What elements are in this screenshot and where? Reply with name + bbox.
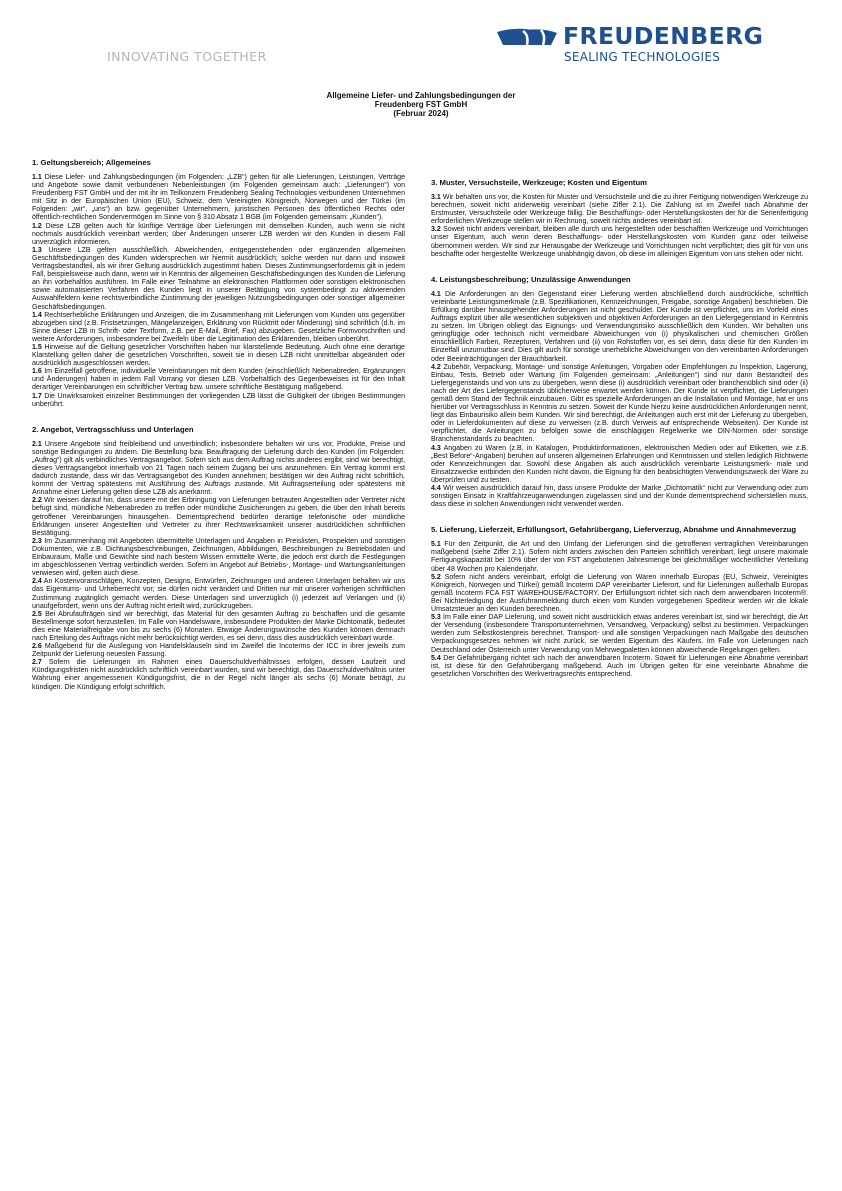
paragraph — [32, 223, 405, 247]
logo-sub: SEALING TECHNOLOGIES — [564, 50, 721, 64]
section-4-heading: 4. Leistungsbeschreibung; Unzulässige Anwendungen — [431, 274, 631, 284]
paragraph-text: Im Einzelfall getroffene, individuelle Vereinbarungen mit dem Kunden (einschließlich Nebenabreden, Ergänzungen und Änderungen) haben in jedem Fall Vorrang vor diesen LZB. Vorbehaltlich des Gegenbeweises ist für den Inhalt derartiger Vereinbarungen ein schriftlicher Vertrag bzw. unsere schriftliche Bestätigung maßgebend. — [32, 368, 405, 392]
paragraph-text: Unsere LZB gelten ausschließlich. Abweichenden, entgegenstehenden oder ergänzenden allgemeinen Geschäftsbedingungen des Kunden widersprechen wir hiermit ausdrücklich; solche werden nur dann und insoweit Vertragsbestandteil, als wir ihrer Geltung ausdrücklich zugestimmt haben. Dieses Zustimmungserfordernis gilt in jedem Fall, beispielsweise auch dann, wenn wir in Kenntnis der allgemeinen Geschäftsbedingungen des Kunden die Lieferung an ihn vorbehaltlos ausführen. Im Falle einer Teilnahme an elektronischen Plattformen oder sonstigen elektronischen sowie automatisierten Verfahren des Kunden liegt in unserer Betätigung von systembedingt zu aktivierenden Auswahlfeldern keine rechtsverbindliche Zustimmung der jeweiligen Nutzungsbedingungen oder sonstiger allgemeiner Geschäftsbedingungen. — [32, 246, 405, 311]
paragraph-number: 2.3 — [32, 537, 42, 545]
paragraph-text: Der Gefahrübergang richtet sich nach der anwendbaren Incoterm. Soweit für Lieferungen eine Abnahme vereinbart ist, ist diese für den Gefahrübergang maßgebend. Auch im Übrigen gelten für eine vereinbarte Abnahme die gesetzlichen Vorschriften des Werkvertragsrechts entsprechend. — [431, 654, 808, 678]
left-column — [32, 158, 405, 708]
paragraph-text: Hinweise auf die Geltung gesetzlicher Vorschriften haben nur klarstellende Bedeutung. Auch ohne eine derartige Klarstellung gelten daher die gesetzlichen Vorschriften, soweit sie in diesen LZB nicht unmittelbar abgeändert oder ausdrücklich ausgeschlossen werden. — [32, 343, 405, 368]
paragraph-text: Im Zusammenhang mit Angeboten übermittelte Unterlagen und Angaben in Preislisten, Prospekten und sonstigen Dokumenten, wie z.B. Dichtungsbeschreibungen, Zeichnungen, Abbildungen, Beschreibungen zu Betriebsdaten und Einbauraum, Maße und Gewichte sind nach bestem Wissen ermittelte Werte, die jedoch erst durch die Festlegungen im abgeschlossenen Vertrag verbindlich werden. Sofern im Angebot auf Betriebs-, Montage- und Wartungsanleitungen verwiesen wird, gelten auch diese. — [32, 537, 406, 578]
section-1-heading: 1. Geltungsbereich; Allgemeines — [32, 158, 151, 167]
paragraph — [431, 194, 808, 226]
paragraph-text: Die Anforderungen an den Gegenstand einer Lieferung werden abschließend durch ausdrückliche, schriftlich vereinbarte Leistungsmerkmale (z.B. Spezifikationen, Kennzeichnungen, Freigabe, sonstige Angaben) beschrieben. Die Erfüllung darüber hinausgehender Anforderungen ist nicht geschuldet. Der Kunde ist verpflichtet, uns im Vorfeld eines Auftrags explizit über alle wesentlichen subjektiven und objektiven Anforderungen an den Liefergegenstand in Kenntnis zu setzen. Im Übrigen obliegt das Eignungs- und Verwendungsrisiko ausschließlich dem Kunden. Wir behalten uns geringfügige oder technisch nicht vermeidbare Abweichungen von (i) physikalischen und chemischen Größen einschließlich Farben, Rezepturen, Verfahren und (ii) von Rohstoffen vor, es sei denn, dass diese für den Kunden im Einzelfall unzumutbar sind. Dies gilt auch für sonstige unerhebliche Abweichungen von den vereinbarten Anforderungen oder Beeinträchtigungen der Brauchbarkeit. — [431, 290, 808, 363]
paragraph-number: 4.2 — [431, 363, 441, 371]
right-column — [431, 178, 808, 695]
paragraph-text: Wir weisen ausdrücklich darauf hin, dass unsere Produkte der Marke „Dichtomatik“ nicht zur Verwendung oder zum sonstigen Einsatz in Kraftfahrzeuganwendungen zugelassen sind und der Kunde dementsprechend sicherstellen muss, dass diese in solchen Anwendungen nicht verwendet werden. — [431, 485, 808, 509]
paragraph-text: Rechtserhebliche Erklärungen und Anzeigen, die im Zusammenhang mit Lieferungen vom Kunden uns gegenüber abzugeben sind (z.B. Fristsetzungen, Mängelanzeigen, Erklärung von Rücktritt oder Minderung) sind schriftlich (d.h. im Sinne dieser LZB in Schrift- oder Textform, z.B. per E-Mail, Brief, Fax) abzugeben. Gesetzliche Formvorschriften und weitere Anforderungen, insbesondere bei Zweifeln über die Legitimation des Erklärenden, bleiben unberührt. — [32, 311, 405, 343]
paragraph — [32, 643, 405, 659]
paragraph-number: 2.7 — [32, 659, 42, 667]
paragraph — [32, 174, 405, 223]
paragraph — [32, 441, 405, 498]
paragraph-text: Diese Liefer- und Zahlungsbedingungen (im Folgenden: „LZB“) gelten für alle Lieferungen, Leistungen, Verträge und Angebote sowie damit verbundenen Nebenleistungen (im Folgenden gemeinsam auch: „Lieferungen“) von Freudenberg FST GmbH und der mit ihr im Teilkonzern Freudenberg Sealing Technologies verbundenen Unternehmen mit Sitz in der Europäischen Union (EU), Schweiz, dem Vereinigten Königreich, Norwegen und der Türkei (im Folgenden: „wir“, „uns“) an bzw. gegenüber Unternehmern, juristischen Personen des öffentlichen Rechts oder öffentlich-rechtlichen Sondervermögen im Sinne von § 310 Absatz 1 BGB (im Folgenden gemeinsam: „Kunden“). — [32, 174, 405, 222]
section-5-heading: 5. Lieferung, Lieferzeit, Erfüllungsort, Gefahrübergang, Lieferverzug, Abnahme und Annahmeverzug — [431, 525, 797, 535]
paragraph-text: Soweit nicht anders vereinbart, bleiben alle durch uns hergestellten oder beschafften Werkzeuge und Vorrichtungen unser Eigentum, auch wenn deren Beschaffungs- oder Herstellungskosten vom Kunden ganz oder teilweise übernommen werden. Wir sind zur Herausgabe der Werkzeuge und Vorrichtungen nicht verpflichtet; dies gilt für von uns beschaffte oder hergestellte Werkzeuge unabhängig davon, ob diese im alleinigen Eigentum von uns stehen oder nicht. — [431, 226, 808, 258]
section-3-heading: 3. Muster, Versuchsteile, Werkzeuge; Kosten und Eigentum — [431, 178, 648, 187]
logo-brand: FREUDENBERG — [563, 22, 764, 50]
paragraph — [431, 541, 808, 573]
paragraph-number: 4.1 — [431, 290, 441, 298]
paragraph-text: Im Falle einer DAP Lieferung, und soweit nicht ausdrücklich etwas anderes vereinbart ist, sind wir berechtigt, die Art der Versendung (insbesondere Transportunternehmen, Versandweg, Verpackung) selbst zu bestimmen. Verpackungen werden zum Selbstkostenpreis berechnet. Transport- und alle sonstigen Verpackungen nach Maßgabe des deutschen Verpackungsgesetzes nehmen wir nicht zurück, sie werden Eigentum des Käufers. Im Falle von Lieferungen nach Deutschland oder Österreich unter Verwendung von Mehrwegpaletten können abweichende Regelungen gelten. — [431, 614, 808, 654]
paragraph-text: An Kostenvoranschlägen, Konzepten, Designs, Entwürfen, Zeichnungen und anderen Unterlagen behalten wir uns das Eigentums- und Urheberrecht vor; sie dürfen nicht verändert und Dritten nur mit unserer vorherigen schriftlichen Zustimmung zugänglich gemacht werden. Diese Unterlagen sind unverzüglich (i) jederzeit auf Verlangen und (ii) unaufgefordert, wenn uns der Auftrag nicht erteilt wird, zurückzugeben. — [32, 578, 405, 610]
section-1 — [32, 158, 405, 409]
section-5 — [431, 525, 808, 679]
paragraph-number: 2.4 — [32, 578, 42, 586]
paragraph — [431, 655, 808, 679]
paragraph — [431, 364, 808, 445]
title-line-1: Allgemeine Liefer- und Zahlungsbedingungen der — [326, 91, 516, 100]
paragraph-number: 1.3 — [32, 246, 42, 254]
paragraph-number: 3.1 — [431, 194, 441, 201]
paragraph — [32, 497, 405, 537]
paragraph — [32, 344, 405, 368]
paragraph — [32, 368, 405, 392]
paragraph-number: 2.1 — [32, 440, 42, 448]
paragraph-number: 5.3 — [431, 614, 441, 622]
paragraph-text: Diese LZB gelten auch für künftige Verträge über Lieferungen mit demselben Kunden, auch wenn sie nicht nochmals ausdrücklich vereinbart werden; über Änderungen unserer LZB werden wir den Kunden in diesem Fall unverzüglich informieren. — [32, 222, 405, 246]
paragraph — [32, 659, 405, 691]
paragraph — [431, 574, 808, 614]
section-2-heading: 2. Angebot, Vertragsschluss und Unterlagen — [32, 424, 194, 434]
paragraph — [32, 611, 405, 643]
paragraph-text: Sofern die Lieferungen im Rahmen eines Dauerschuldverhältnisses erfolgen, dessen Laufzeit und Kündigungsfristen nicht ausdrücklich schriftlich vereinbart wurden, sind wir berechtigt, das Dauerschuldverhältnis unter Wahrung einer angemessenen Kündigungsfrist, die in der Regel nicht länger als sechs (6) Monate beträgt, zu kündigen. Die Kündigung erfolgt schriftlich. — [32, 659, 405, 691]
paragraph-number: 1.6 — [32, 368, 42, 376]
paragraph-number: 1.7 — [32, 392, 42, 400]
paragraph-number: 1.4 — [32, 311, 42, 319]
paragraph — [32, 578, 405, 610]
paragraph-number: 2.6 — [32, 643, 42, 651]
paragraph-number: 4.3 — [431, 444, 441, 452]
paragraph-number: 5.2 — [431, 573, 441, 581]
paragraph — [32, 538, 405, 578]
section-3 — [431, 178, 808, 259]
paragraph-text: Bei Abrufaufträgen sind wir berechtigt, das Material für den gesamten Auftrag zu beschaffen und die gesamte Bestellmenge sofort herzustellen. Im Falle von Handelsware, insbesondere Produkten der Marke Dichtomatik, bedeutet dies eine Materialfreigabe von bis zu sechs (6) Monaten. Etwaige Änderungswünsche des Kunden können demnach nach Erteilung des Auftrags nicht mehr berücksichtigt werden, es sei denn, dass dies ausdrücklich vereinbart wurde. — [32, 610, 405, 642]
freudenberg-logo[interactable] — [497, 22, 764, 67]
paragraph-number: 4.4 — [431, 485, 441, 492]
document-title — [0, 91, 842, 119]
title-line-3: (Februar 2024) — [393, 109, 449, 119]
paragraph-text: Zubehör, Verpackung, Montage- und sonstige Anleitungen, Vorgaben oder Empfehlungen zu Inspektion, Lagerung, Einbau, Tests, Betrieb oder Wartung (im Folgenden gemeinsam: „Anleitungen“) sind nur dann Bestandteil des Liefergegenstands und von uns zu übergeben, wenn diese (i) ausdrücklich vereinbart oder branchenüblich sind oder (ii) nach der Art des Liefergegenstands üblicherweise erwartet werden können. Der Kunde ist verpflichtet, die Lieferungen gemäß dem Stand der Technik einzubauen. Gibt es spezielle Anforderungen an die Installation und Montage, hat er uns hierüber vor Vertragsschluss in Kenntnis zu setzen. Soweit der Kunde hierzu keine ausdrücklichen Anforderungen nennt, liegt das Einbaurisiko allein beim Kunden. Wir sind berechtigt, die Anleitungen auch erst mit der Lieferung zu übergeben, oder in Lieferdokumenten auf diese zu verweisen (z.B. durch Verweis auf entsprechende Webseiten). Der Kunde ist verpflichtet, die Anleitungen zu befolgen sowie die einschlägigen Regelwerke wie DIN-Normen oder sonstige Branchenstandards zu beachten. — [431, 363, 808, 444]
title-line-2: Freudenberg FST GmbH — [374, 100, 468, 110]
paragraph-text: Angaben zu Waren (z.B. in Katalogen, Produktinformationen, elektronischen Medien oder auf Etiketten, wie z.B. „Best Before“-Angaben) beruhen auf unseren allgemeinen Erfahrungen und Kenntnissen und stellen lediglich Richtwerte oder Kennzeichnungen dar. Sowohl diese Angaben als auch ausdrücklich vereinbarte Leistungsmerk- male und Einsatzzwecke entbinden den Kunden nicht davon, die Eignung für den beabsichtigten Verwendungszweck der Ware zu überprüfen und zu testen. — [431, 444, 808, 484]
paragraph-number: 1.5 — [32, 343, 42, 351]
paragraph-text: Für den Zeitpunkt, die Art und den Umfang der Lieferungen sind die getroffenen vertraglichen Vereinbarungen maßgebend (siehe Ziffer 2.1). Sofern nicht anders zwischen den Parteien schriftlich vereinbart, liegt unsere maximale Fertigungskapazität bei 10% über der von FST angebotenen Jahresmenge bei gleichmäßiger wöchentlicher Verteilung über 48 Wochen pro Kalenderjahr. — [431, 541, 808, 573]
wave-logo-icon — [497, 27, 557, 45]
paragraph — [32, 247, 405, 312]
paragraph-number: 1.1 — [32, 174, 42, 181]
paragraph-text: Wir weisen darauf hin, dass unsere mit der Erbringung von Lieferungen betrauten Angestellten oder Vertreter nicht befugt sind, mündliche Nebenabreden zu treffen oder mündliche Zusicherungen zu geben, die über den Inhalt bereits getroffener Vereinbarungen hinausgehen. Dementsprechend bedürfen derartige telefonische oder mündliche Erklärungen unserer Angestellten und Vertreter zu ihrer Rechtswirksamkeit unserer ausdrücklichen schriftlichen Bestätigung. — [32, 497, 405, 537]
section-2 — [32, 425, 405, 692]
section-4 — [431, 275, 808, 510]
paragraph-text: Wir behalten uns vor, die Kosten für Muster und Versuchsteile und die zu ihrer Fertigung notwendigen Werkzeuge zu berechnen, soweit nicht anderweitig vereinbart (siehe Ziffer 2.1). Die Zahlung ist im Zweifel nach Abnahme der Erstmuster, Versuchsteile oder Werkzeuge fällig. Die Beschaffungs- oder Herstellungskosten der für die Serienfertigung erforderlichen Werkzeuge stellen wir in Rechnung, soweit nichts anderes vereinbart ist. — [431, 194, 808, 226]
paragraph-number: 5.4 — [431, 654, 441, 662]
paragraph-text: Die Unwirksamkeit einzelner Bestimmungen der vorliegenden LZB lässt die Gültigkeit der übrigen Bestimmungen unberührt. — [32, 392, 405, 408]
paragraph-number: 2.2 — [32, 497, 42, 505]
paragraph-text: Unsere Angebote sind freibleibend und unverbindlich; insbesondere behalten wir uns vor, Produkte, Preise und sonstige Bedingungen zu ändern. Die Bestellung bzw. Beauftragung der Lieferung durch den Kunden (im Folgenden: „Auftrag“) gilt als verbindliches Vertragsangebot. Sofern sich aus dem Auftrag nichts anderes ergibt, sind wir berechtigt, dieses Vertragsangebot innerhalb von 21 Tagen nach seinem Zugang bei uns anzunehmen. Ein Vertrag kommt erst dadurch zustande, dass wir das Vertragsangebot des Kunden annehmen; bestätigen wir den Auftrag nicht schriftlich, kommt der Vertrag spätestens mit Ausführung des Auftrags zustande. Mit Auftragserteilung oder spätestens mit Annahme einer Lieferung gelten diese LZB als anerkannt. — [32, 440, 405, 497]
paragraph-number: 3.2 — [431, 226, 441, 234]
tagline: INNOVATING TOGETHER — [107, 49, 267, 64]
paragraph — [431, 291, 808, 364]
paragraph — [431, 226, 808, 258]
paragraph-number: 5.1 — [431, 541, 441, 549]
paragraph — [431, 485, 808, 509]
paragraph — [431, 445, 808, 485]
paragraph-text: Maßgebend für die Auslegung von Handelsklauseln sind im Zweifel die Incoterms der ICC in ihrer jeweils zum Zeitpunkt der Lieferung neuesten Fassung. — [32, 643, 405, 659]
paragraph-number: 2.5 — [32, 610, 42, 618]
paragraph-number: 1.2 — [32, 222, 42, 230]
paragraph-text: Sofern nicht anders vereinbart, erfolgt die Lieferung von Waren innerhalb Europas (EU, Schweiz, Vereinigtes Königreich, Norwegen und Türkei) gemäß Incoterm DAP vereinbarter Lieferort, und für Lieferungen außerhalb Europas gemäß Incoterm FCA FST WAREHOUSE/FACTORY. Der Erfüllungsort richtet sich nach dem anwendbaren Incoterm®. Bei Nichterledigung der Ausfuhranmeldung durch einen vom Kunden vorgegebenen Spediteur werden wir die lokale Umsatzsteuer an den Kunden berechnen. — [431, 573, 808, 614]
paragraph — [32, 312, 405, 344]
paragraph — [431, 614, 808, 654]
paragraph — [32, 393, 405, 409]
